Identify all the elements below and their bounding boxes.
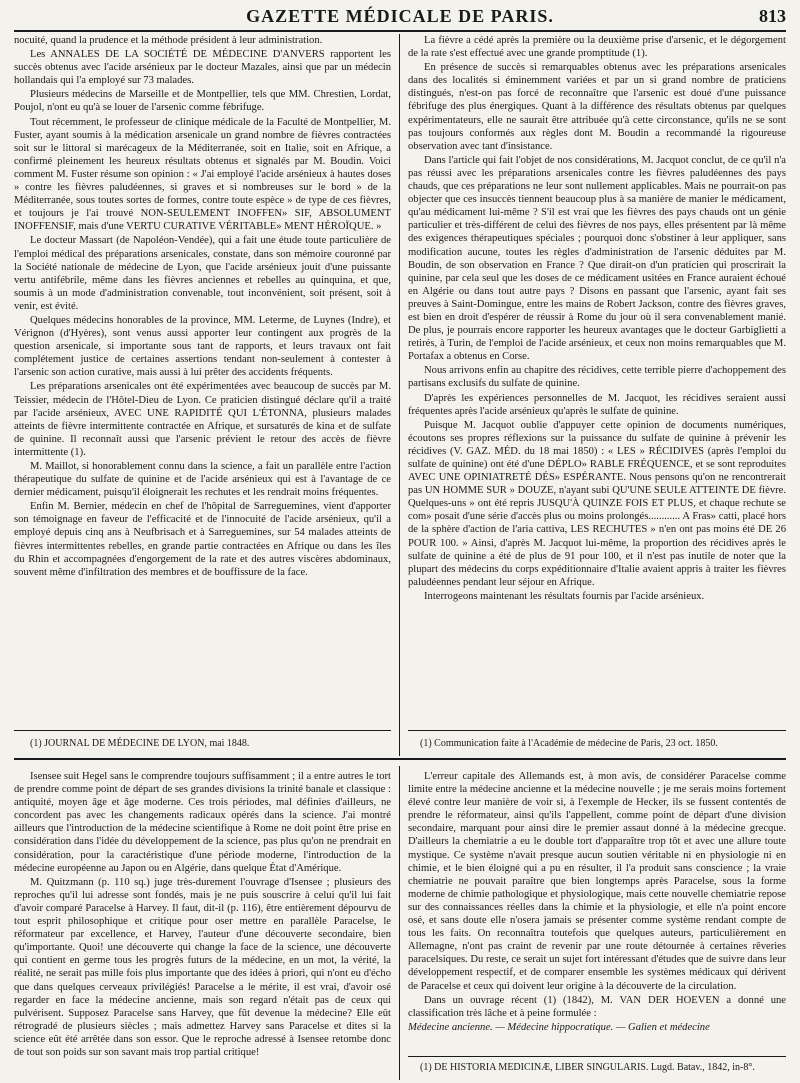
paragraph: Enfin M. Bernier, médecin en chef de l'hôpital de Sarreguemines, vient d'apporter son témoignage en faveur de l'efficacité et de l'innocuité de l'acide arsénieux, qu'il a employé depuis cinq ans à Neufbrisach et à Sarreguemines, sur 54 malades atteints de fièvres intermittentes rebelles, en grande partie contractées en Afrique ou dans les îles du Rhin et accompagnées d'engorgement de la rate et des autres viscères abdominaux, souvent même d'infiltration des membres et de bouffissure de la face. xyxy=(14,501,391,578)
footnote: (1) JOURNAL DE MÉDECINE DE LYON, mai 1848. xyxy=(30,738,250,749)
paragraph: Nous arrivons enfin au chapitre des récidives, cette terrible pierre d'achoppement des partisans exclusifs du sulfate de quinine. xyxy=(408,365,786,390)
footnote: (1) Communication faite à l'Académie de médecine de Paris, 23 oct. 1850. xyxy=(420,738,718,749)
top-right-column xyxy=(408,34,786,724)
paragraph: M. Maillot, si honorablement connu dans la science, a fait un parallèle entre l'action thérapeutique du sulfate de quinine et de l'acide arsénieux qui est à l'avantage de ce dernier médicament, puisqu'il éloignerait les rechutes et les rendrait moins fréquentes. xyxy=(14,461,391,499)
column-divider xyxy=(399,766,400,1080)
paragraph: Les préparations arsenicales ont été expérimentées avec beaucoup de succès par M. Teissier, médecin de l'Hôtel-Dieu de Lyon. Ce praticien distingué déclare qu'il a traité par l'acide arsénieux, AVEC UNE RAPIDITÉ QUI L'ÉTONNA, plusieurs malades atteints de fièvre intermittente contractée en Afrique, et sursaturés de kina et de sulfate de quinine. Il reconnaît aussi que l'arsenic prévient le retour des accès de fièvre intermittente (1). xyxy=(14,381,391,458)
paragraph: Quelques médecins honorables de la province, MM. Leterme, de Luynes (Indre), et Vérignon (d'Hyères), sont venus aussi apporter leur contingent aux progrès de la question arsenicale, si importante sous tant de rapports, et leurs travaux ont fait complétement justice de certaines assertions tendant non-seulement à contester à l'arsenic son action curative, mais aussi à lui prêter des accidents fréquents. xyxy=(14,314,391,379)
paragraph: M. Quitzmann (p. 110 sq.) juge très-durement l'ouvrage d'Isensee ; plusieurs des reproches qu'il lui adresse sont fondés, mais je ne puis souscrire à celui qu'il lui fait d'avoir comparé Paracelse à Harvey. Il faut, dit-il (p. 116), être entièrement dépourvu de tout esprit philosophique et critique pour oser mettre en parallèle Paracelse, le réformateur par excellence, et Harvey, l'auteur d'une découverte secondaire, bien qu'importante. Quoi! une découverte qui change la face de la science, une découverte qui contient en germe tous les progrès futurs de la médecine, en un mot, la vérité, la réalité, ne serait pas mille fois plus importante que des idées à priori, qui n'ont eu d'écho que dans quelques cerveaux privilégiés! Paracelse a le mérite, il est vrai, d'avoir osé regarder en face la médecine ancienne, mais son regard n'était pas de ceux qui pulvérisent. Supposez Paracelse sans Harvey, que fût devenue la médecine? Elle eût rétrogradé de plusieurs siècles ; mais admettez Harvey sans Paracelse et dites si la science eût été arrêtée dans son essor. Que le reproche adressé à Isensee retombe donc de tout son poids sur son savant mais trop partial critique! xyxy=(14,876,391,1058)
column-divider xyxy=(399,34,400,756)
paragraph: D'après les expériences personnelles de M. Jacquot, les récidives seraient aussi fréquentes après l'acide arsénieux qu'après le sulfate de quinine. xyxy=(408,392,786,417)
paragraph: Le docteur Massart (de Napoléon-Vendée), qui a fait une étude toute particulière de l'emploi médical des préparations arsenicales, constate, dans son mémoire couronné par la Société nationale de médecine de Lyon, que l'acide arsénieux jouit d'une puissante vertu antifébrile, même dans les fièvres anciennes et rebelles au quinquina, et que, soumis à un mode d'administration convenable, tout inconvénient, soit présent, soit à venir, est évité. xyxy=(14,235,391,312)
footnote-rule xyxy=(408,730,786,731)
paragraph: Plusieurs médecins de Marseille et de Montpellier, tels que MM. Chrestien, Lordat, Poujol, n'ont eu qu'à se louer de l'arsenic comme fébrifuge. xyxy=(14,89,391,114)
paragraph: Puisque M. Jacquot oublie d'appuyer cette opinion de documents numériques, écoutons ses propres réflexions sur la puissance du sulfate de quinine à prévenir les récidives (V. GAZ. MÉD. du 18 mai 1850) : « LES » RÉCIDIVES (après l'emploi du sulfate de quinine) ont été d'une DÉPLO» RABLE FRÉQUENCE, et se sont reproduites AVEC UNE OPINIATRETÉ DÉS» ESPÉRANTE. Nous pensons qu'on ne rencontrerait pas UN HOMME SUR » DOUZE, n'ayant subi QU'UNE SEULE ATTEINTE DE fièvre. Quelques-uns » ont été repris JUSQU'À QUINZE FOIS ET PLUS, et chaque rechute se com» posait d'une série d'accès plus ou moins prolongés............ A Fras» catti, placé hors de la sphère d'action de l'aria cattiva, LES RECHUTES » n'en ont pas moins été DE 26 POUR 100. » Ainsi, d'après M. Jacquot lui-même, la proportion des récidives après le sulfate de quinine a été de plus de 91 pour 100, et il n'est pas inutile de noter que la plupart des médecins du corps expéditionnaire d'Italie avaient appris à traiter les fièvres paludéennes pendant leur séjour en Afrique. xyxy=(408,419,786,588)
paragraph: Médecine ancienne. — Médecine hippocratique. — Galien et médecine xyxy=(408,1021,710,1033)
bottom-right-column xyxy=(408,770,786,1053)
paragraph: La fièvre a cédé après la première ou la deuxième prise d'arsenic, et le dégorgement de la rate s'est effectué avec une grande promptitude (1). xyxy=(408,35,786,60)
running-header xyxy=(14,4,786,32)
journal-title: GAZETTE MÉDICALE DE PARIS. xyxy=(246,6,554,26)
footnote-rule xyxy=(14,730,391,731)
paragraph: Dans l'article qui fait l'objet de nos considérations, M. Jacquot conclut, de ce qu'il n'a pas réussi avec les préparations arsenicales contre les fièvres paludéennes des pays chauds, que ces préparations ne leur sont nullement applicables. Mais ne pourrait-on pas objecter que ces insuccès tiennent beaucoup plus à sa manière de manier le médicament, qu'au médicament lui-même ? S'il est vrai que les fièvres des pays chauds ont un génie particulier et très-différent de celui des fièvres de nos pays, elles présentent par là même des exigences thérapeutiques spéciales ; pourquoi donc s'obstiner à leur appliquer, sans modification aucune, toutes les règles d'administration de l'arsenic déduites par M. Boudin, de son observation en France ? Que dirait-on d'un praticien qui proscrirait la quinine, par cela seul que les doses de ce médicament usitées en France auraient échoué en Algérie ou dans tout autre pays ? Disons en passant que l'arsenic, ayant fait ses preuves à Saint-Domingue, entre les mains de Robert Jackson, contre des fièvres graves, est bien en droit d'espérer de réussir à Rome du jour où il sera convenablement manié. De plus, je pourrais encore rapporter les heureux avantages que le docteur Garbiglietti a retirés, à Turin, de l'emploi de l'acide arsénieux, et ceux non moins remarquables que M. Portafax a obtenus en Corse. xyxy=(408,154,786,363)
footnote-rule xyxy=(408,1056,786,1057)
paragraph: nocuité, quand la prudence et la méthode président à leur administration. xyxy=(14,35,323,46)
section-rule xyxy=(14,758,786,760)
bottom-left-column xyxy=(14,770,391,1080)
paragraph: Dans un ouvrage récent (1) (1842), M. VAN DER HOEVEN a donné une classification très lâche et à peine formulée : xyxy=(408,994,786,1019)
footnote: (1) DE HISTORIA MEDICINÆ, LIBER SINGULARIS. Lugd. Batav., 1842, in-8°. xyxy=(420,1062,755,1073)
page-number: 813 xyxy=(759,6,786,26)
paragraph: Isensee suit Hegel sans le comprendre toujours suffisamment ; il a entre autres le tort de prendre comme point de départ de ses grandes divisions la trinité banale et classique : antiquité, moyen âge et âge moderne. Ces trois périodes, mal définies d'ailleurs, ne concordent pas avec les changements radicaux opérés dans la science. J'ai montré ailleurs que l'introduction de la médecine scientifique à Rome ne doit point être prise en considération dans l'idée du développement de la science, pas plus qu'on ne prendrait en considération, pour la caractéristique d'une période moderne, l'introduction de la médecine européenne au Japon ou en Algérie, dans quelque État d'Amérique. xyxy=(14,771,391,874)
paragraph: Interrogeons maintenant les résultats fournis par l'acide arsénieux. xyxy=(424,590,705,602)
paragraph: L'erreur capitale des Allemands est, à mon avis, de considérer Paracelse comme limite entre la médecine ancienne et la médecine nouvelle ; je me serais moins fortement élevé contre leur manière de voir si, à l'exemple de Hecker, ils se fussent contentés de prendre le réformateur, ainsi qu'ils l'appellent, comme point de départ d'une division secondaire, marquant pour ainsi dire le premier assaut donné à la médecine grecque. D'ailleurs la chemiatrie a eu le double tort d'apparaître trop tôt et avec une allure toute mystique. Ce système n'avait presque aucun soutien véritable ni en physiologie ni en chimie, et le bien éloigné qui a pu en résulter, il l'a produit sans conscience ; la vraie chemiatrie ne pouvait paraître que bien longtemps après Paracelse, sous la forme moderne de chimie pathologique et physiologique, mais cette nouvelle chemiatrie repose sur des connaissances réelles dans la chimie et la physiologie, et elle n'a point encore osé, et sans doute elle n'osera jamais se présenter comme système rendant compte de tous les faits. On reconnaîtra toutefois que quelques auteurs, particulièrement en Allemagne, n'ont pas craint de revenir par une route détournée à certaines rêveries paracelsiques. Du reste, ce serait un sujet fort intéressant d'études que de suivre dans leur développement respectif, et de comparer ensemble les systèmes médicaux qui dérivent de Paracelse et ceux qui doivent leur origine à la découverte de la circulation. xyxy=(408,771,786,992)
paragraph: En présence de succès si remarquables obtenus avec les préparations arsenicales dans des localités si éminemment variées et par un si grand nombre de praticiens distingués, n'est-on pas forcé de reconnaître que l'arsenic est doué d'une puissance fébrifuge des plus énergiques. Quant à la différence des résultats obtenus par quelques expérimentateurs, elle ne saurait être attribuée qu'à cette circonstance, qu'ils ne se sont pas toujours conformés aux règles dont M. Boudin a recommandé la rigoureuse observation avec tant d'insistance. xyxy=(408,62,786,152)
top-left-column xyxy=(14,34,391,724)
paragraph: Les ANNALES DE LA SOCIÉTÉ DE MÉDECINE D'ANVERS rapportent les succès obtenus avec l'acide arsénieux par le docteur Mazales, ainsi que par un médecin hollandais qui l'a employé sur 73 malades. xyxy=(14,49,391,87)
paragraph: Tout récemment, le professeur de clinique médicale de la Faculté de Montpellier, M. Fuster, ayant soumis à la médication arsenicale un grand nombre de fièvres contractées soit sur le littoral si marécageux de la Méditerranée, soit en Italie, soit en Afrique, a confirmé pleinement les heureux résultats obtenus et signalés par M. Boudin. Voici comment M. Fuster résume son opinion : « J'ai employé l'acide arsénieux à hautes doses » contre les fièvres paludéennes, si graves et si nombreuses sur le bord » de la Méditerranée, sous toutes sortes de formes, contre toute espèce » de type de ces fièvres, et toujours je l'ai trouvé NON-SEULEMENT INOFFEN» SIF, ABSOLUMENT INOFFENSIF, mais d'une VERTU CURATIVE VÉRITABLE» MENT HÉROÏQUE. » xyxy=(14,116,391,233)
